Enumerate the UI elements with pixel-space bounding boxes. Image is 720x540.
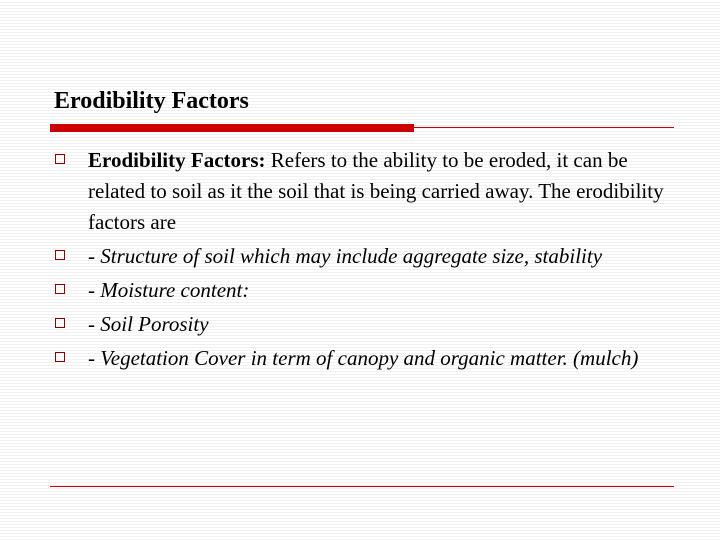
bullet-body: Refers to the ability to be eroded, it can be related to soil as it the soil that is being carried away. The erodibility factors are: [88, 148, 664, 234]
hollow-square-bullet-icon: [55, 250, 65, 260]
bullet-item: [54, 309, 674, 340]
slide-title: Erodibility Factors: [54, 88, 249, 114]
bullet-text: - Moisture content:: [88, 278, 250, 302]
bullet-text: [88, 145, 674, 238]
hollow-square-bullet-icon: [55, 318, 65, 328]
bullet-item: [54, 241, 674, 272]
bullet-item: [54, 275, 674, 306]
bullet-list: [54, 145, 674, 377]
hollow-square-bullet-icon: [55, 284, 65, 294]
footer-divider: [50, 486, 674, 487]
hollow-square-bullet-icon: [55, 154, 65, 164]
hollow-square-bullet-icon: [55, 352, 65, 362]
bullet-text: - Soil Porosity: [88, 312, 209, 336]
title-divider: [50, 124, 674, 132]
title-divider-thick-bar: [50, 124, 414, 132]
bullet-text: - Vegetation Cover in term of canopy and organic matter. (mulch): [88, 346, 639, 370]
bullet-lead: Erodibility Factors:: [88, 148, 271, 172]
bullet-item: [54, 145, 674, 238]
bullet-text: - Structure of soil which may include aggregate size, stability: [88, 244, 603, 268]
bullet-item: [54, 343, 674, 374]
